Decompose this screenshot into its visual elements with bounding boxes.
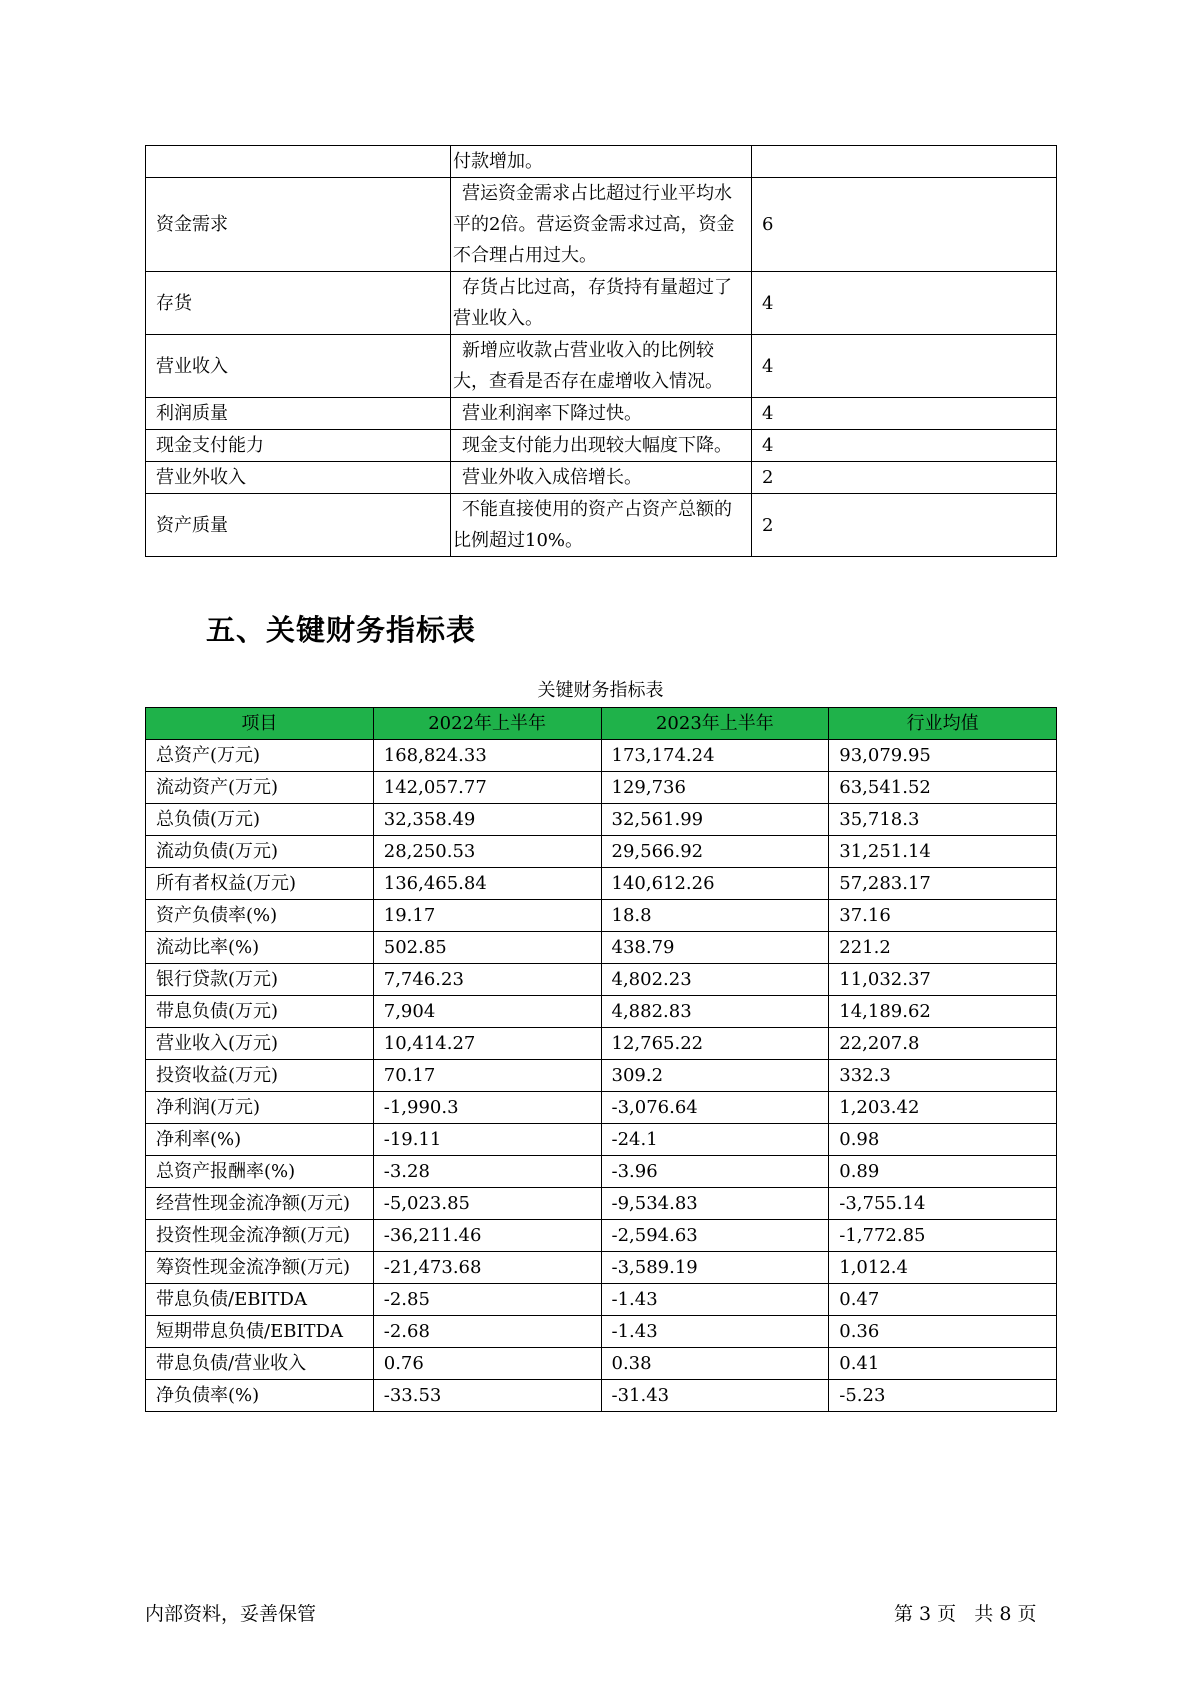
- risk-item: 利润质量: [146, 398, 451, 430]
- indicator-name: 流动比率(%): [146, 932, 374, 964]
- value-2022-h1: 168,824.33: [373, 740, 601, 772]
- value-2023-h1: 12,765.22: [601, 1028, 829, 1060]
- footer-confidential-note: 内部资料，妥善保管: [145, 1603, 317, 1625]
- risk-score: 4: [752, 430, 1057, 462]
- risk-description: 营业利润率下降过快。: [451, 398, 752, 430]
- industry-average: 221.2: [829, 932, 1057, 964]
- section-heading: 五、关键财务指标表: [206, 613, 477, 647]
- table-row: [146, 1316, 1057, 1348]
- industry-average: 57,283.17: [829, 868, 1057, 900]
- value-2022-h1: -2.85: [373, 1284, 601, 1316]
- risk-description: 现金支付能力出现较大幅度下降。: [451, 430, 752, 462]
- value-2022-h1: 142,057.77: [373, 772, 601, 804]
- industry-average: 14,189.62: [829, 996, 1057, 1028]
- industry-average: 0.98: [829, 1124, 1057, 1156]
- table-row: [146, 900, 1057, 932]
- indicator-name: 短期带息负债/EBITDA: [146, 1316, 374, 1348]
- table-row: [146, 1380, 1057, 1412]
- value-2023-h1: 140,612.26: [601, 868, 829, 900]
- value-2022-h1: -3.28: [373, 1156, 601, 1188]
- value-2023-h1: 18.8: [601, 900, 829, 932]
- table-row: [146, 335, 1057, 398]
- industry-average: -1,772.85: [829, 1220, 1057, 1252]
- risk-description: 存货占比过高，存货持有量超过了营业收入。: [451, 272, 752, 335]
- risk-description: 营业外收入成倍增长。: [451, 462, 752, 494]
- industry-average: 35,718.3: [829, 804, 1057, 836]
- value-2023-h1: 32,561.99: [601, 804, 829, 836]
- value-2022-h1: 0.76: [373, 1348, 601, 1380]
- value-2023-h1: -2,594.63: [601, 1220, 829, 1252]
- value-2022-h1: 7,904: [373, 996, 601, 1028]
- value-2023-h1: -1.43: [601, 1284, 829, 1316]
- table-header-row: [146, 708, 1057, 740]
- industry-average: 0.41: [829, 1348, 1057, 1380]
- industry-average: 0.47: [829, 1284, 1057, 1316]
- value-2022-h1: 19.17: [373, 900, 601, 932]
- value-2022-h1: 70.17: [373, 1060, 601, 1092]
- indicator-name: 带息负债(万元): [146, 996, 374, 1028]
- table-row: [146, 1060, 1057, 1092]
- indicator-name: 银行贷款(万元): [146, 964, 374, 996]
- industry-average: 63,541.52: [829, 772, 1057, 804]
- table-row: [146, 996, 1057, 1028]
- table-row: [146, 1124, 1057, 1156]
- indicator-name: 净利率(%): [146, 1124, 374, 1156]
- value-2022-h1: -21,473.68: [373, 1252, 601, 1284]
- indicator-name: 投资收益(万元): [146, 1060, 374, 1092]
- value-2022-h1: -2.68: [373, 1316, 601, 1348]
- risk-item: 现金支付能力: [146, 430, 451, 462]
- table-row: [146, 494, 1057, 557]
- column-header: 行业均值: [829, 708, 1057, 740]
- column-header: 2022年上半年: [373, 708, 601, 740]
- table-row: [146, 398, 1057, 430]
- table-row: [146, 1092, 1057, 1124]
- table-row: [146, 272, 1057, 335]
- table-row: [146, 772, 1057, 804]
- indicator-name: 总负债(万元): [146, 804, 374, 836]
- value-2023-h1: -3,589.19: [601, 1252, 829, 1284]
- value-2022-h1: 10,414.27: [373, 1028, 601, 1060]
- value-2022-h1: -19.11: [373, 1124, 601, 1156]
- value-2022-h1: 136,465.84: [373, 868, 601, 900]
- risk-description: 不能直接使用的资产占资产总额的比例超过10%。: [451, 494, 752, 557]
- key-financial-indicators-table: [145, 707, 1057, 1412]
- indicator-name: 流动资产(万元): [146, 772, 374, 804]
- indicator-name: 筹资性现金流净额(万元): [146, 1252, 374, 1284]
- risk-item: 营业外收入: [146, 462, 451, 494]
- indicator-name: 流动负债(万元): [146, 836, 374, 868]
- table-row: [146, 1348, 1057, 1380]
- risk-score: 4: [752, 272, 1057, 335]
- indicator-name: 营业收入(万元): [146, 1028, 374, 1060]
- table-row: [146, 146, 1057, 178]
- value-2023-h1: 438.79: [601, 932, 829, 964]
- value-2023-h1: -9,534.83: [601, 1188, 829, 1220]
- table-caption: 关键财务指标表: [537, 680, 664, 701]
- indicator-name: 总资产报酬率(%): [146, 1156, 374, 1188]
- risk-score: [752, 146, 1057, 178]
- risk-item: 资金需求: [146, 178, 451, 272]
- industry-average: 1,203.42: [829, 1092, 1057, 1124]
- industry-average: 0.89: [829, 1156, 1057, 1188]
- industry-average: -3,755.14: [829, 1188, 1057, 1220]
- industry-average: 1,012.4: [829, 1252, 1057, 1284]
- industry-average: 0.36: [829, 1316, 1057, 1348]
- table-row: [146, 740, 1057, 772]
- footer-page-number: 第 3 页 共 8 页: [894, 1603, 1037, 1625]
- indicator-name: 净利润(万元): [146, 1092, 374, 1124]
- risk-item: [146, 146, 451, 178]
- risk-score: 2: [752, 494, 1057, 557]
- table-row: [146, 1252, 1057, 1284]
- risk-description: 营运资金需求占比超过行业平均水平的2倍。营运资金需求过高，资金不合理占用过大。: [451, 178, 752, 272]
- value-2023-h1: -3,076.64: [601, 1092, 829, 1124]
- value-2023-h1: 173,174.24: [601, 740, 829, 772]
- value-2023-h1: 4,802.23: [601, 964, 829, 996]
- risk-item: 资产质量: [146, 494, 451, 557]
- value-2023-h1: 309.2: [601, 1060, 829, 1092]
- table-row: [146, 804, 1057, 836]
- table-row: [146, 1156, 1057, 1188]
- value-2023-h1: -3.96: [601, 1156, 829, 1188]
- risk-item: 营业收入: [146, 335, 451, 398]
- column-header: 2023年上半年: [601, 708, 829, 740]
- risk-description: 新增应收款占营业收入的比例较大，查看是否存在虚增收入情况。: [451, 335, 752, 398]
- table-row: [146, 430, 1057, 462]
- risk-indicator-table: [145, 145, 1057, 557]
- value-2023-h1: 4,882.83: [601, 996, 829, 1028]
- value-2022-h1: 28,250.53: [373, 836, 601, 868]
- risk-description: 付款增加。: [451, 146, 752, 178]
- table-row: [146, 868, 1057, 900]
- indicator-name: 带息负债/EBITDA: [146, 1284, 374, 1316]
- industry-average: 31,251.14: [829, 836, 1057, 868]
- value-2023-h1: -31.43: [601, 1380, 829, 1412]
- value-2022-h1: 502.85: [373, 932, 601, 964]
- table-row: [146, 462, 1057, 494]
- table-row: [146, 836, 1057, 868]
- table-row: [146, 1188, 1057, 1220]
- value-2023-h1: -24.1: [601, 1124, 829, 1156]
- indicator-name: 所有者权益(万元): [146, 868, 374, 900]
- column-header: 项目: [146, 708, 374, 740]
- table-row: [146, 178, 1057, 272]
- value-2023-h1: 29,566.92: [601, 836, 829, 868]
- value-2023-h1: 129,736: [601, 772, 829, 804]
- value-2022-h1: -5,023.85: [373, 1188, 601, 1220]
- risk-score: 4: [752, 335, 1057, 398]
- industry-average: -5.23: [829, 1380, 1057, 1412]
- indicator-name: 投资性现金流净额(万元): [146, 1220, 374, 1252]
- table-row: [146, 1284, 1057, 1316]
- risk-score: 4: [752, 398, 1057, 430]
- table-row: [146, 1220, 1057, 1252]
- value-2022-h1: -1,990.3: [373, 1092, 601, 1124]
- industry-average: 37.16: [829, 900, 1057, 932]
- value-2023-h1: 0.38: [601, 1348, 829, 1380]
- table-row: [146, 932, 1057, 964]
- value-2022-h1: -36,211.46: [373, 1220, 601, 1252]
- indicator-name: 净负债率(%): [146, 1380, 374, 1412]
- table-row: [146, 1028, 1057, 1060]
- value-2022-h1: 32,358.49: [373, 804, 601, 836]
- industry-average: 22,207.8: [829, 1028, 1057, 1060]
- value-2023-h1: -1.43: [601, 1316, 829, 1348]
- risk-item: 存货: [146, 272, 451, 335]
- value-2022-h1: 7,746.23: [373, 964, 601, 996]
- indicator-name: 带息负债/营业收入: [146, 1348, 374, 1380]
- risk-score: 6: [752, 178, 1057, 272]
- industry-average: 93,079.95: [829, 740, 1057, 772]
- industry-average: 11,032.37: [829, 964, 1057, 996]
- indicator-name: 资产负债率(%): [146, 900, 374, 932]
- industry-average: 332.3: [829, 1060, 1057, 1092]
- indicator-name: 经营性现金流净额(万元): [146, 1188, 374, 1220]
- value-2022-h1: -33.53: [373, 1380, 601, 1412]
- risk-score: 2: [752, 462, 1057, 494]
- table-row: [146, 964, 1057, 996]
- indicator-name: 总资产(万元): [146, 740, 374, 772]
